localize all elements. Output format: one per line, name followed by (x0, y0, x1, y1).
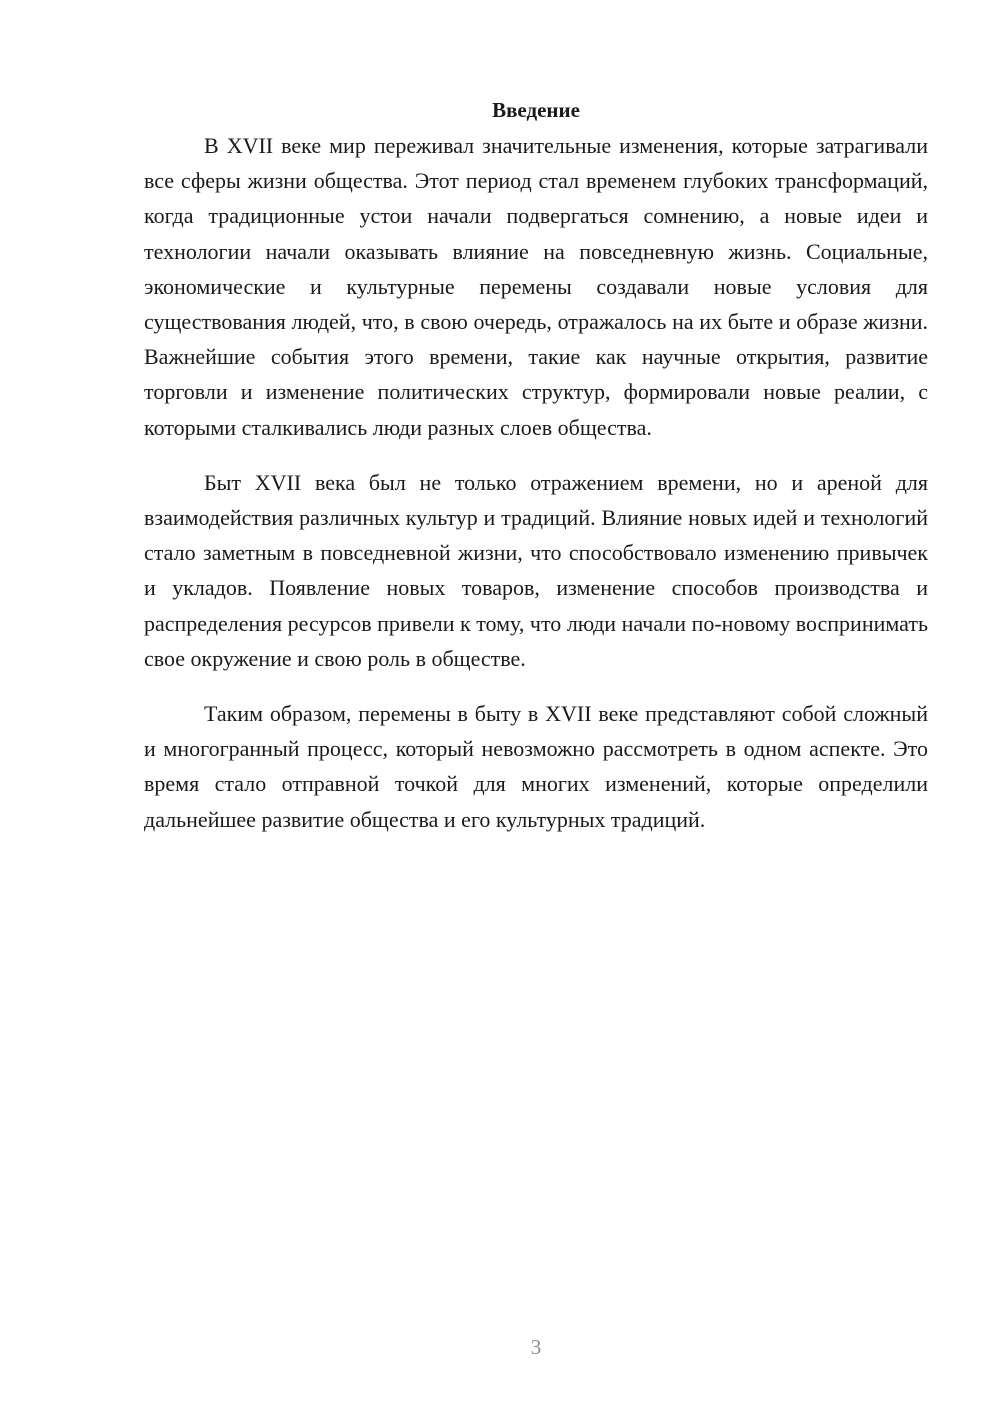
paragraph-2: Быт XVII века был не только отражением времени, но и ареной для взаимодействия различных культур и традиций. Влияние новых идей и технологий стало заметным в повседневной жизни, что способствовало изменению привычек и укладов. Появление новых товаров, изменение способов производства и распределения ресурсов привели к тому, что люди начали по-новому воспринимать свое окружение и свою роль в обществе. (144, 469, 928, 671)
page-content (144, 92, 928, 837)
page-number: 3 (530, 1335, 542, 1359)
paragraph-1: В XVII веке мир переживал значительные изменения, которые затрагивали все сферы жизни общества. Этот период стал временем глубоких трансформаций, когда традиционные устои начали подвергаться сомнению, а новые идеи и технологии начали оказывать влияние на повседневную жизнь. Социальные, экономические и культурные перемены создавали новые условия для существования людей, что, в свою очередь, отражалось на их быте и образе жизни. Важнейшие события этого времени, такие как научные открытия, развитие торговли и изменение политических структур, формировали новые реалии, с которыми сталкивались люди разных слоев общества. (144, 133, 928, 440)
section-title: Введение (492, 98, 580, 122)
paragraph-3: Таким образом, перемены в быту в XVII веке представляют собой сложный и многогранный процесс, который невозможно рассмотреть в одном аспекте. Это время стало отправной точкой для многих изменений, которые определили дальнейшее развитие общества и его культурных традиций. (144, 701, 928, 832)
